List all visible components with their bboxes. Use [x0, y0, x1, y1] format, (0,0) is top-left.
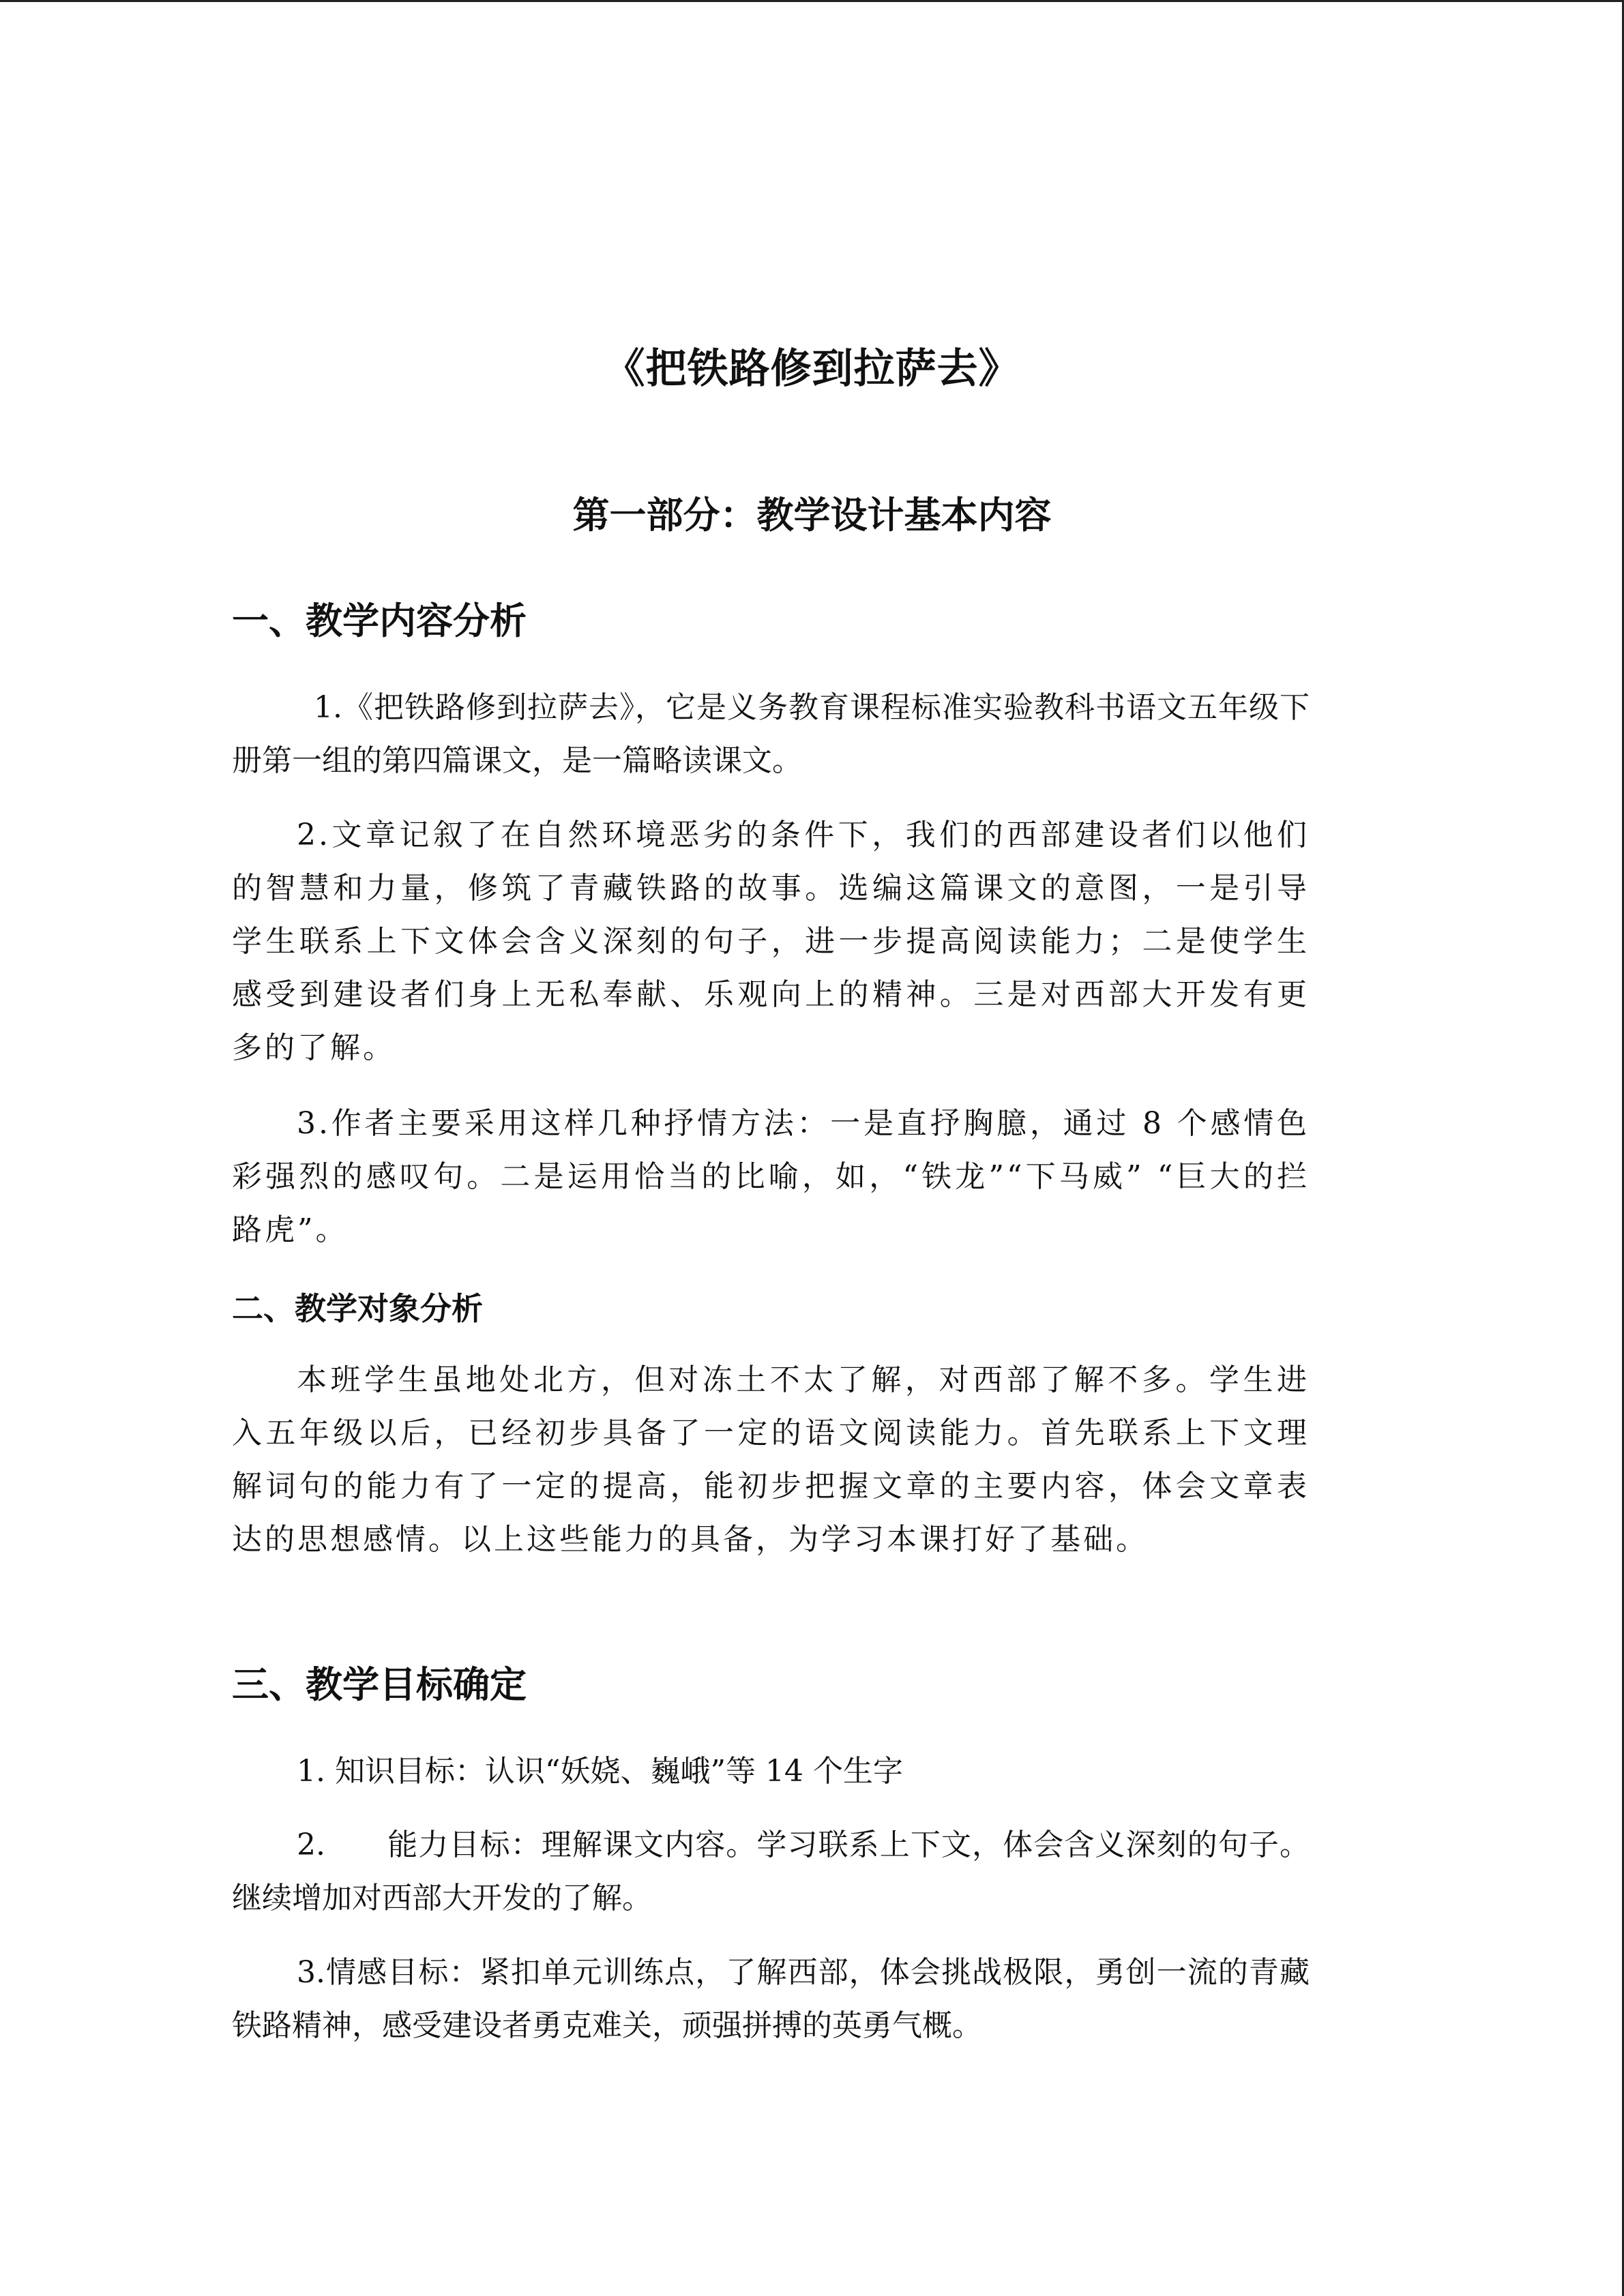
paragraph-objective-ability: 2. 能力目标：理解课文内容。学习联系上下文，体会含义深刻的句子。继续增加对西部大开发的了解。	[232, 1828, 1310, 1915]
paragraph-content-1: 1.《把铁路修到拉萨去》，它是义务教育课程标准实验教科书语文五年级下册第一组的第四篇课文，是一篇略读课文。	[232, 690, 1310, 778]
paragraph-objective-knowledge: 1. 知识目标：认识“妖娆、巍峨”等 14 个生字	[297, 1754, 903, 1789]
part-title: 第一部分：教学设计基本内容	[572, 494, 1052, 537]
section-heading-objectives: 三、教学目标确定	[232, 1663, 527, 1706]
section-heading-audience-analysis: 二、教学对象分析	[232, 1290, 483, 1327]
paragraph-content-2: 2.文章记叙了在自然环境恶劣的条件下，我们的西部建设者们以他们的智慧和力量，修筑了青藏铁路的故事。选编这篇课文的意图，一是引导学生联系上下文体会含义深刻的句子，进一步提高阅读能力；二是使学生感受到建设者们身上无私奉献、乐观向上的精神。三是对西部大开发有更多的了解。	[232, 818, 1310, 1065]
paragraph-audience: 本班学生虽地处北方，但对冻土不太了解，对西部了解不多。学生进入五年级以后，已经初步具备了一定的语文阅读能力。首先联系上下文理解词句的能力有了一定的提高，能初步把握文章的主要内容，体会文章表达的思想感情。以上这些能力的具备，为学习本课打好了基础。	[232, 1362, 1310, 1557]
section-heading-content-analysis: 一、教学内容分析	[232, 599, 527, 642]
paragraph-content-3: 3.作者主要采用这样几种抒情方法：一是直抒胸臆，通过 8 个感情色彩强烈的感叹句。二是运用恰当的比喻，如，“铁龙”“下马威” “巨大的拦路虎”。	[232, 1106, 1310, 1247]
document-title: 《把铁路修到拉萨去》	[604, 345, 1020, 393]
paragraph-objective-emotion: 3.情感目标：紧扣单元训练点，了解西部，体会挑战极限，勇创一流的青藏铁路精神，感受建设者勇克难关，顽强拼搏的英勇气概。	[232, 1955, 1310, 2043]
